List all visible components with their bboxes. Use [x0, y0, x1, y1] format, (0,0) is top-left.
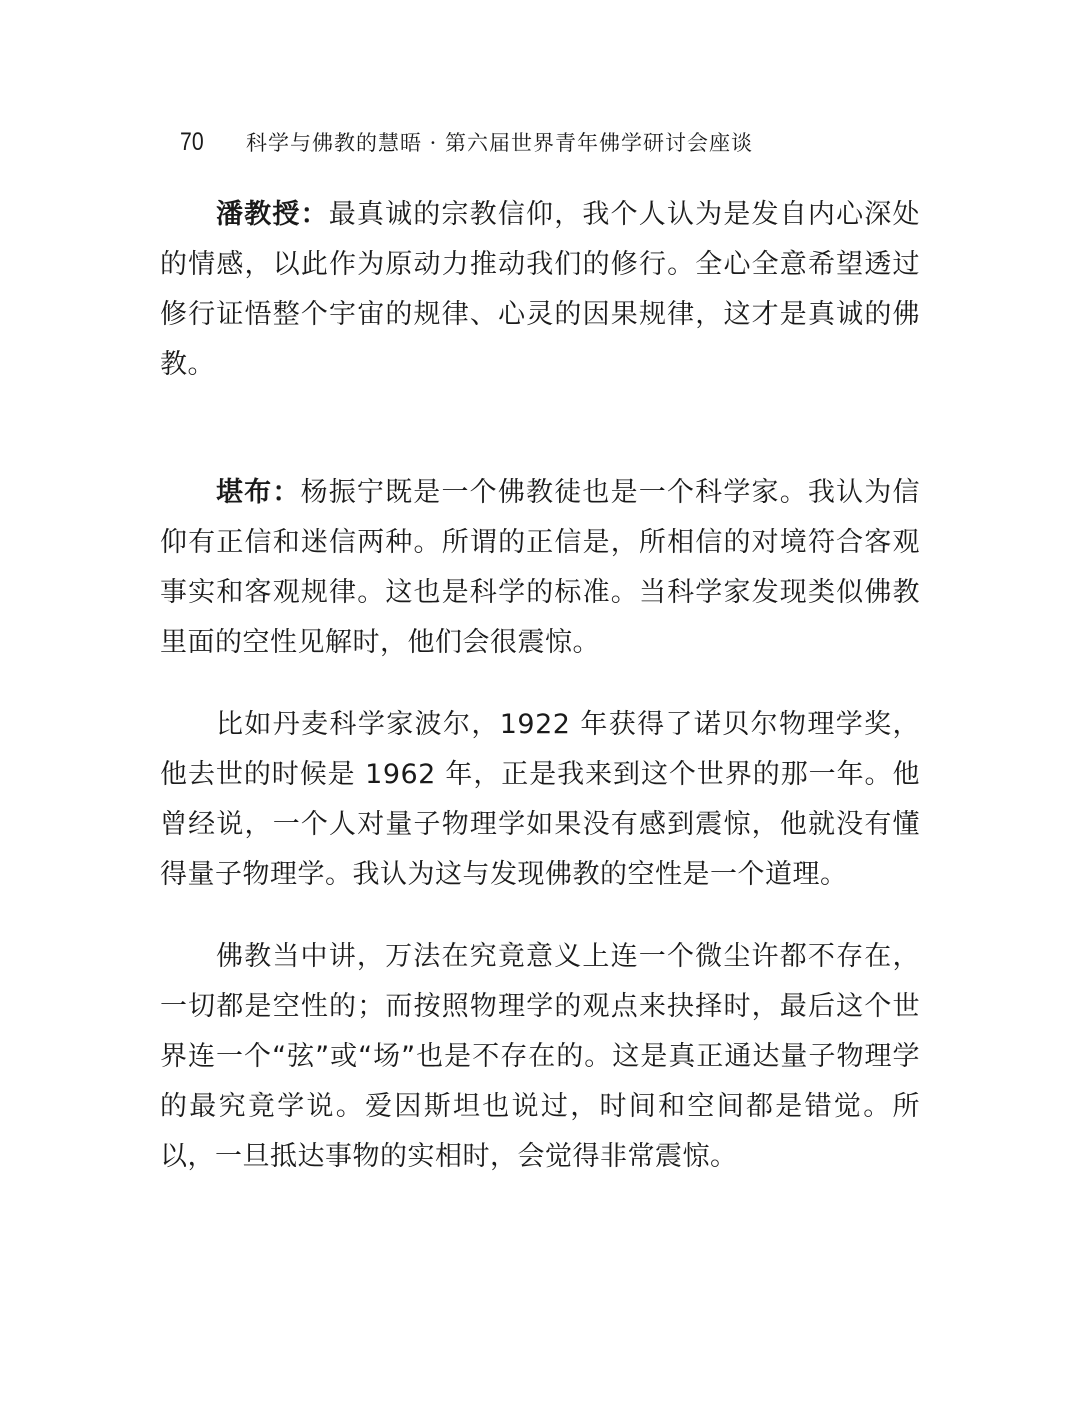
page-number: 70 — [180, 127, 204, 156]
paragraph-professor-pan — [160, 190, 920, 390]
paragraph-text: 比如丹麦科学家波尔，1922 年获得了诺贝尔物理学奖，他去世的时候是 1962 年，正是我来到这个世界的那一年。他曾经说，一个人对量子物理学如果没有感到震惊，他就没有懂得量子物理学。我认为这与发现佛教的空性是一个道理。 — [160, 709, 920, 890]
paragraph-bohr — [160, 700, 920, 900]
page-body — [160, 190, 920, 1182]
running-header — [180, 122, 940, 162]
speaker-label: 堪布： — [216, 477, 301, 508]
paragraph-text: 杨振宁既是一个佛教徒也是一个科学家。我认为信仰有正信和迷信两种。所谓的正信是，所相信的对境符合客观事实和客观规律。这也是科学的标准。当科学家发现类似佛教里面的空性见解时，他们会很震惊。 — [160, 477, 920, 658]
speaker-label: 潘教授： — [216, 199, 329, 230]
paragraph-text: 最真诚的宗教信仰，我个人认为是发自内心深处的情感，以此作为原动力推动我们的修行。全心全意希望透过修行证悟整个宇宙的规律、心灵的因果规律，这才是真诚的佛教。 — [160, 199, 920, 380]
paragraph-text: 佛教当中讲，万法在究竟意义上连一个微尘许都不存在，一切都是空性的；而按照物理学的观点来抉择时，最后这个世界连一个“弦”或“场”也是不存在的。这是真正通达量子物理学的最究竟学说。爱因斯坦也说过，时间和空间都是错觉。所以，一旦抵达事物的实相时，会觉得非常震惊。 — [160, 941, 920, 1172]
paragraph-emptiness — [160, 932, 920, 1182]
book-title: 科学与佛教的慧晤 · 第六届世界青年佛学研讨会座谈 — [246, 131, 754, 155]
paragraph-khenpo — [160, 468, 920, 668]
